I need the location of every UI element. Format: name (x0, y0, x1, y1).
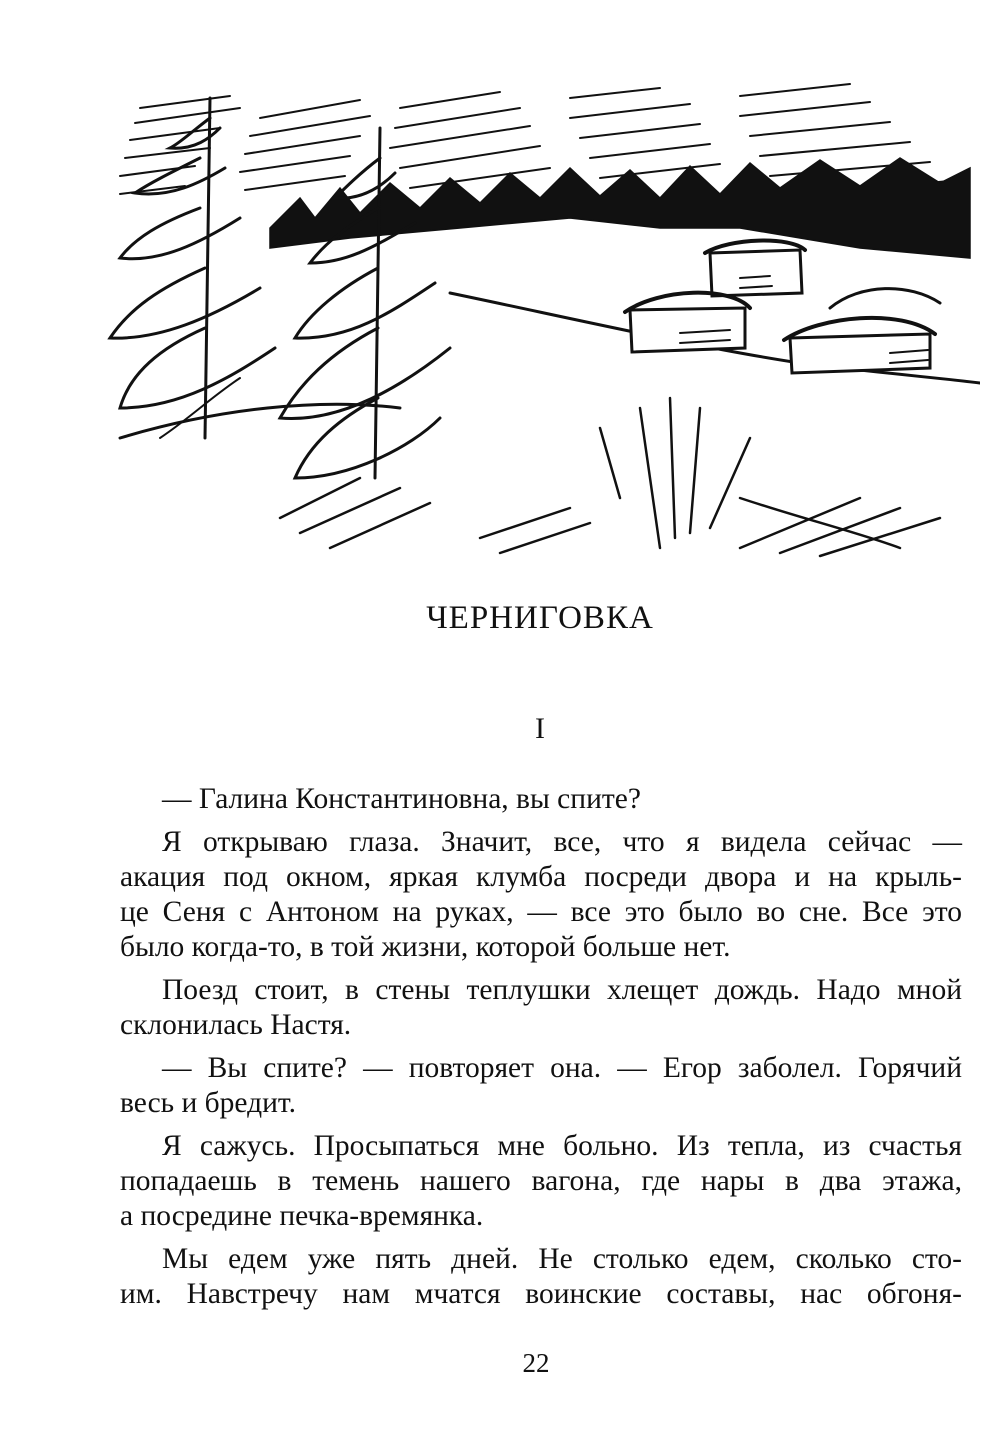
text-line: было когда-то, в той жизни, которой больше нет. (120, 931, 731, 963)
text-line: склонилась Настя. (120, 1009, 352, 1041)
winter-village-illustration (100, 78, 980, 558)
text-line: Мы едем уже пять дней. Не столько едем, сколько сто- (162, 1243, 962, 1275)
chapter-title: ЧЕРНИГОВКА (426, 600, 654, 636)
text-line: Я открываю глаза. Значит, все, что я видела сейчас — (162, 826, 962, 858)
section-number: I (535, 712, 545, 745)
text-line: — Вы спите? — повторяет она. — Егор заболел. Горячий (162, 1052, 962, 1084)
text-line: Я сажусь. Просыпаться мне больно. Из тепла, из счастья (162, 1130, 962, 1162)
page-number: 22 (522, 1348, 550, 1378)
text-line: им. Навстречу нам мчатся воинские составы, нас обгоня- (120, 1278, 962, 1310)
text-line: акация под окном, яркая клумба посреди двора и на крыль- (120, 861, 962, 893)
text-line: попадаешь в темень нашего вагона, где нары в два этажа, (120, 1165, 962, 1197)
text-line: це Сеня с Антоном на руках, — все это было во сне. Все это (120, 896, 962, 928)
body-text (120, 782, 962, 1312)
text-line: — Галина Константиновна, вы спите? (162, 783, 641, 815)
text-line: весь и бредит. (120, 1087, 296, 1119)
text-line: а посредине печка-времянка. (120, 1200, 484, 1232)
text-line: Поезд стоит, в стены теплушки хлещет дождь. Надо мной (162, 974, 962, 1006)
